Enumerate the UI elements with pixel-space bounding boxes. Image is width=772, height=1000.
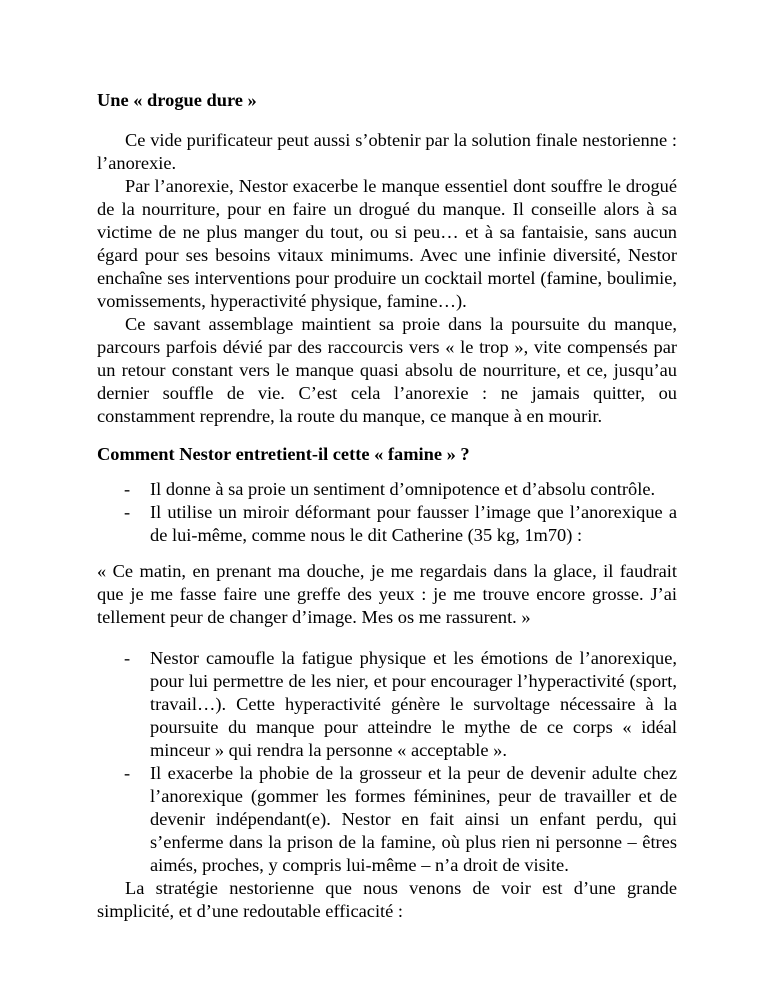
list-item-text: Nestor camoufle la fatigue physique et les émotions de l’anorexique, pour lui permettre de les nier, et pour encourager l’hyperactivité (sport, travail…). Cette hyperactivité génère le survoltage nécessaire à la poursuite du manque pour atteindre le mythe de ce corps « idéal minceur » qui rendra la personne « acceptable ». (150, 648, 677, 760)
list-item (97, 478, 677, 501)
dash-list-second (97, 647, 677, 877)
paragraph-vide-purificateur: Ce vide purificateur peut aussi s’obtenir par la solution finale nestorienne : l’anorexie. (97, 130, 677, 173)
quote-catherine: « Ce matin, en prenant ma douche, je me regardais dans la glace, il faudrait que je me fasse faire une greffe des yeux : je me trouve encore grosse. J’ai tellement peur de changer d’image. Mes os me rassurent. » (97, 561, 677, 627)
list-item-text: Il donne à sa proie un sentiment d’omnipotence et d’absolu contrôle. (150, 479, 656, 499)
list-item-text: Il utilise un miroir déformant pour fausser l’image que l’anorexique a de lui-même, comme nous le dit Catherine (35 kg, 1m70) : (150, 502, 677, 545)
list-item (97, 762, 677, 877)
dash-bullet: - (124, 648, 131, 668)
dash-bullet: - (124, 763, 131, 783)
paragraph-strategie-nestorienne: La stratégie nestorienne que nous venons de voir est d’une grande simplicité, et d’une redoutable efficacité : (97, 878, 677, 921)
list-item (97, 647, 677, 762)
paragraph-par-anorexie: Par l’anorexie, Nestor exacerbe le manque essentiel dont souffre le drogué de la nourriture, pour en faire un drogué du manque. Il conseille alors à sa victime de ne plus manger du tout, ou si peu… et à sa fantaisie, sans aucun égard pour ses besoins vitaux minimums. Avec une infinie diversité, Nestor enchaîne ses interventions pour produire un cocktail mortel (famine, boulimie, vomissements, hyperactivité physique, famine…). (97, 176, 677, 311)
paragraph-savant-assemblage: Ce savant assemblage maintient sa proie dans la poursuite du manque, parcours parfois dévié par des raccourcis vers « le trop », vite compensés par un retour constant vers le manque quasi absolu de nourriture, et ce, jusqu’au dernier souffle de vie. C’est cela l’anorexie : ne jamais quitter, ou constamment reprendre, la route du manque, ce manque à en mourir. (97, 314, 677, 426)
list-item-text: Il exacerbe la phobie de la grosseur et la peur de devenir adulte chez l’anorexique (gommer les formes féminines, peur de travailler et de devenir indépendant(e). Nestor en fait ainsi un enfant perdu, qui s’enferme dans la prison de la famine, où plus rien ni personne – êtres aimés, proches, y compris lui-même – n’a droit de visite. (150, 763, 677, 875)
dash-list-first (97, 478, 677, 547)
list-item (97, 501, 677, 547)
section-heading-comment-nestor: Comment Nestor entretient-il cette « famine » ? (97, 444, 470, 464)
dash-bullet: - (124, 502, 131, 522)
document-page (97, 89, 677, 923)
section-heading-drogue-dure: Une « drogue dure » (97, 90, 257, 110)
dash-bullet: - (124, 479, 131, 499)
